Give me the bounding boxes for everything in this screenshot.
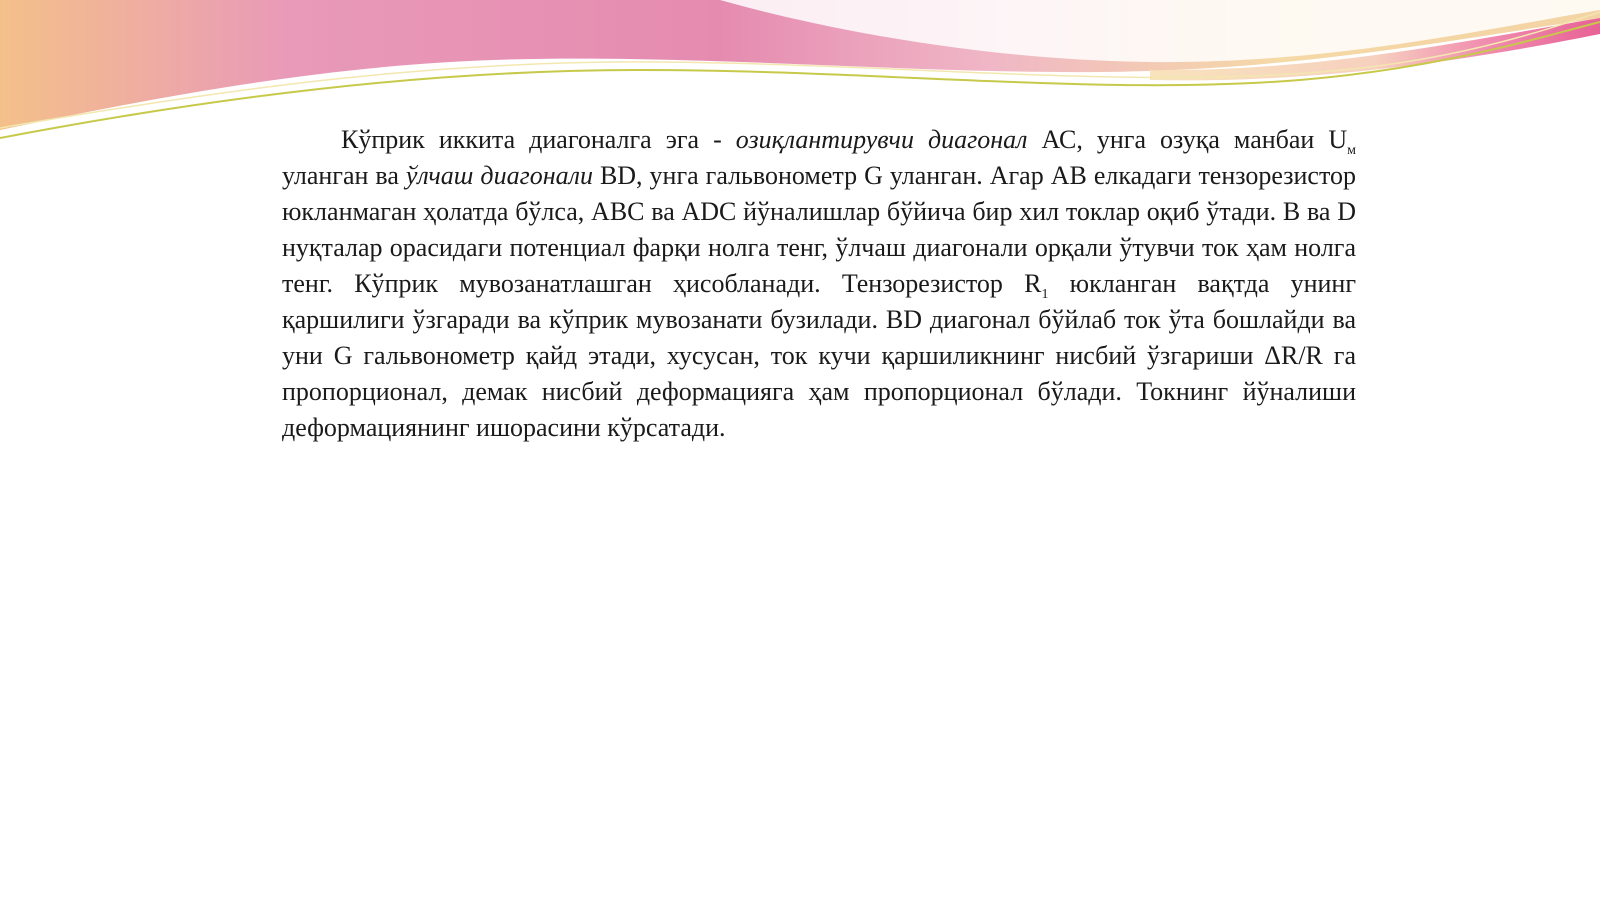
subscript-m: м (1347, 143, 1356, 158)
text-segment-4: BD, унга гальвонометр G уланган. Агар AB елкадаги тензорезистор юкланмаган ҳолатда бўлса, ABC ва ADC йўналишлар бўйича бир хил токлар оқиб ўтади. B ва D нуқталар орасидаги потенциал фарқи нолга тенг, ўлчаш диагонали орқали ўтувчи ток ҳам нолга тенг. Кўприк мувозанатлашган ҳисобланади. Тензорезистор R (282, 161, 1356, 298)
text-segment-3: уланган ва (282, 161, 406, 190)
text-segment-1: Кўприк иккита диагоналга эга - (341, 125, 736, 154)
text-segment-2: АС, унга озуқа манбаи U (1027, 125, 1348, 154)
subscript-1: 1 (1041, 287, 1049, 302)
term-measuring-diagonal: ўлчаш диагонали (405, 161, 593, 190)
term-excitation-diagonal: озиқлантирувчи диагонал (735, 125, 1028, 154)
body-paragraph (282, 122, 1356, 446)
text-segment-5: юкланган вақтда унинг қаршилиги ўзгаради ва кўприк мувозанати бузилади. BD диагонал бўйлаб ток ўта бошлайди ва уни G гальвонометр қайд этади, хусусан, ток кучи қаршиликнинг нисбий ўзгариши ΔR/R га пропорционал, демак нисбий деформацияга ҳам пропорционал бўлади. Токнинг йўналиши деформациянинг ишорасини кўрсатади. (282, 269, 1356, 442)
